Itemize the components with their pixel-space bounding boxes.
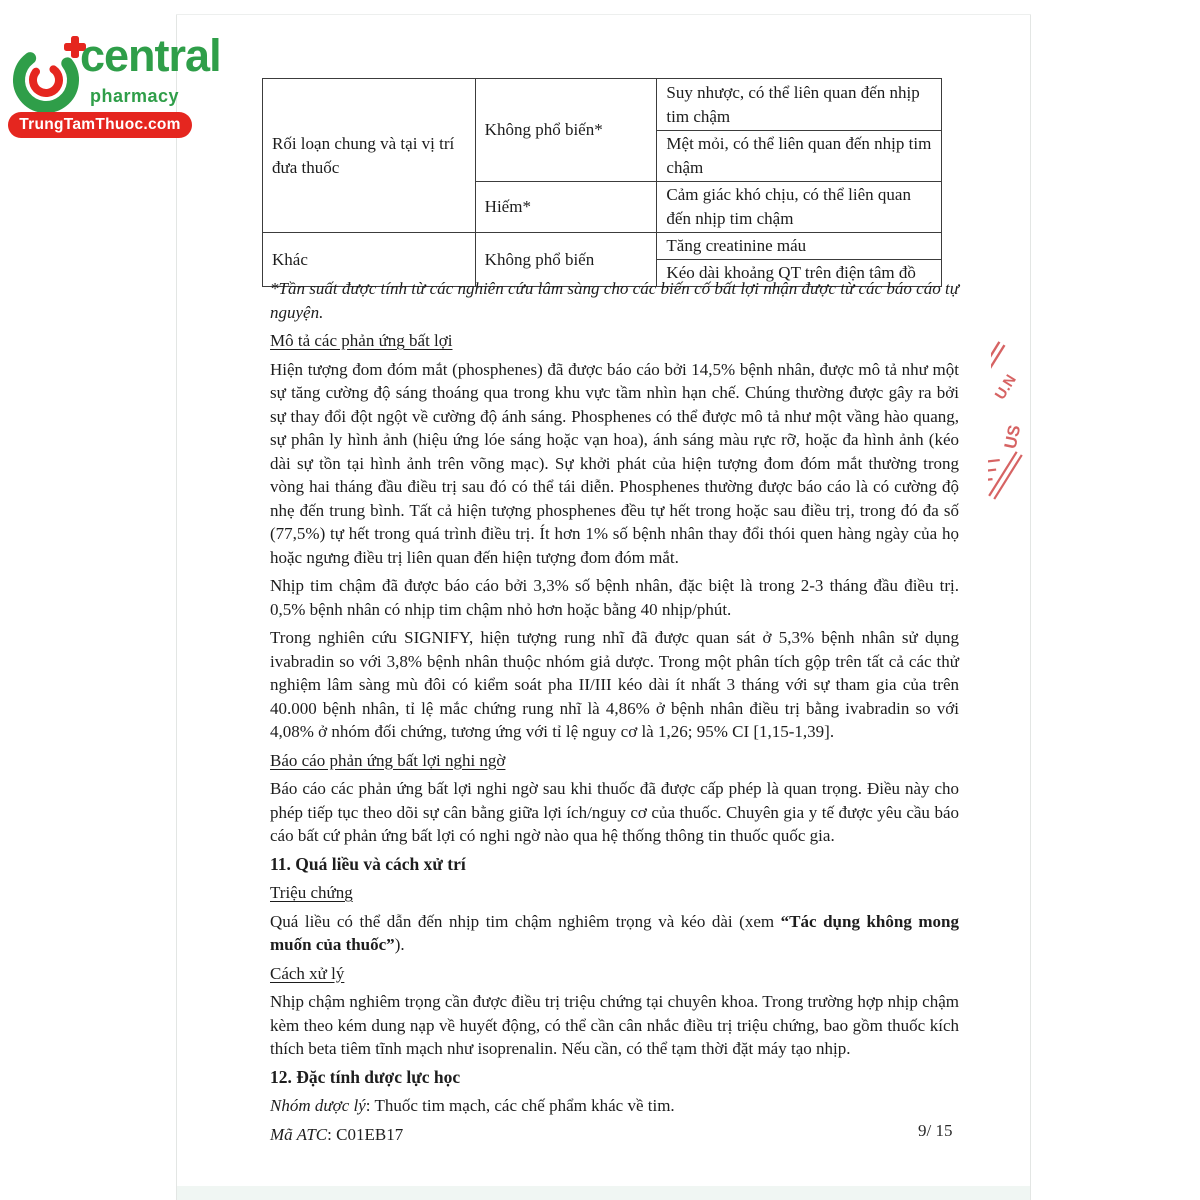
effect-cell: Suy nhược, có thể liên quan đến nhịp tim chậm [657,79,942,131]
overdose-bold-reference: “Tác dụng không mong muốn của thuốc” [270,911,959,954]
pharm-group-label: Nhóm dược lý [270,1096,366,1115]
stamp-letters: US [1000,423,1025,451]
logo-sub-text: pharmacy [90,86,180,106]
paragraph-management: Nhịp chậm nghiêm trọng cần được điều trị triệu chứng tại chuyên khoa. Trong trường hợp nhịp chậm kèm theo kém dung nạp về huyết động, có thể cần cân nhắc điều trị triệu chứng, bao gồm thuốc kích thích beta tiêm tĩnh mạch như isoprenalin. Nếu cần, có thể tạm thời đặt máy tạo nhịp. [270,992,959,1058]
effect-cell: Tăng creatinine máu [657,233,942,260]
paragraph-signify-study: Trong nghiên cứu SIGNIFY, hiện tượng rung nhĩ đã được quan sát ở 5,3% bệnh nhân sử dụng ivabradin so với 3,8% bệnh nhân thuộc nhóm giả dược. Trong một phân tích gộp trên tất cả các thử nghiệm lâm sàng mù đôi có kiểm soát pha II/III kéo dài ít nhất 3 tháng với sự tham gia của trên 40.000 bệnh nhân, tỉ lệ mắc chứng rung nhĩ là 4,86% ở bệnh nhân điều trị bằng ivabradin so với 4,08% ở nhóm đối chứng, tương ứng với tỉ lệ nguy cơ là 1,26; 95% CI [1,15-1,39]. [270,628,959,741]
page-bottom-shadow [177,1186,1030,1200]
logo-brand-text: central [80,30,221,81]
stamp-letters: U.N [991,371,1020,403]
page-left-edge [176,14,177,1200]
page-top-edge [176,14,1031,15]
effect-cell: Mệt mỏi, có thể liên quan đến nhịp tim chậm [657,131,942,182]
heading-section-12: 12. Đặc tính dược lực học [270,1066,461,1087]
paragraph-phosphenes: Hiện tượng đom đóm mắt (phosphenes) đã được báo cáo bởi 14,5% bệnh nhân, được mô tả như một sự tăng cường độ sáng thoáng qua trong khu vực tầm nhìn hạn chế. Chúng thường được gây ra bởi sự thay đổi đột ngột về cường độ ánh sáng. Phosphenes có thể được mô tả như một vầng hào quang, sự phân ly hình ảnh (hiệu ứng lóe sáng hoặc vạn hoa), ánh sáng màu rực rỡ, hoặc đa hình ảnh (kéo dài sự tồn tại hình ảnh trên võng mạc). Sự khởi phát của hiện tượng đom đóm mắt thường trong vòng hai tháng đầu điều trị sau đó có thể tái diễn. Phosphenes thường được báo cáo là có cường độ nhẹ đến trung bình. Tất cả hiện tượng phosphenes đều tự hết trong hoặc sau điều trị, trong đó đa số (77,5%) tự hết trong quá trình điều trị. Ít hơn 1% số bệnh nhân thay đổi thói quen hàng ngày của họ hoặc ngưng điều trị liên quan đến hiện tượng đom đóm mắt. [270,359,959,567]
pharm-group-value: : Thuốc tim mạch, các chế phẩm khác về tim. [365,1096,675,1115]
frequency-cell: Hiếm* [475,182,657,233]
atc-label: Mã ATC [270,1124,328,1144]
page-number: 9/ 15 [918,1121,953,1140]
heading-symptoms: Triệu chứng [270,883,353,902]
system-organ-class-cell: Khác [263,233,476,287]
atc-code-line [270,1123,959,1147]
paragraph-bradycardia: Nhịp tim chậm đã được báo cáo bởi 3,3% số bệnh nhân, đặc biệt là trong 2-3 tháng đầu điều trị. 0,5% bệnh nhân có nhịp tim chậm nhỏ hơn hoặc bằng 40 nhịp/phút. [270,576,959,619]
effect-cell: Kéo dài khoảng QT trên điện tâm đồ [657,260,942,287]
heading-section-11: 11. Quá liều và cách xử trí [270,853,466,874]
page-right-edge [1030,14,1031,1200]
system-organ-class-cell: Rối loạn chung và tại vị trí đưa thuốc [263,79,476,233]
overdose-text-end: ). [394,935,405,954]
effect-cell: Cảm giác khó chịu, có thể liên quan đến nhịp tim chậm [657,182,942,233]
table-row [263,233,942,260]
table-footnote: *Tần suất được tính từ các nghiên cứu lâm sàng cho các biến cố bất lợi nhận được từ các báo cáo tự nguyện. [270,279,959,322]
heading-adverse-description: Mô tả các phản ứng bất lợi [270,331,453,350]
table-row [263,79,942,131]
paragraph-reporting: Báo cáo các phản ứng bất lợi nghi ngờ sau khi thuốc đã được cấp phép là quan trọng. Điều này cho phép tiếp tục theo dõi sự cân bằng giữa lợi ích/nguy cơ của thuốc. Chuyên gia y tế được yêu cầu báo cáo bất cứ phản ứng bất lợi có nghi ngờ nào qua hệ thống thông tin thuốc quốc gia. [270,779,959,845]
logo-site-banner: TrungTamThuoc.com [8,112,192,138]
red-stamp-fragment [991,341,1033,427]
adverse-reactions-table [262,78,942,287]
central-pharmacy-logo [8,28,221,143]
document-body [270,277,959,1151]
heading-management: Cách xử lý [270,963,345,983]
overdose-text-start: Quá liều có thể dẫn đến nhịp tim chậm nghiêm trọng và kéo dài (xem [270,911,781,931]
pharmacological-group-line [270,1094,959,1118]
heading-suspected-reactions: Báo cáo phản ứng bất lợi nghi ngờ [270,750,506,770]
frequency-cell: Không phổ biến* [475,79,657,182]
paragraph-overdose [270,910,959,957]
atc-value: : C01EB17 [327,1124,404,1144]
red-stamp-fragment [988,421,1033,503]
frequency-cell: Không phổ biến [475,233,657,287]
